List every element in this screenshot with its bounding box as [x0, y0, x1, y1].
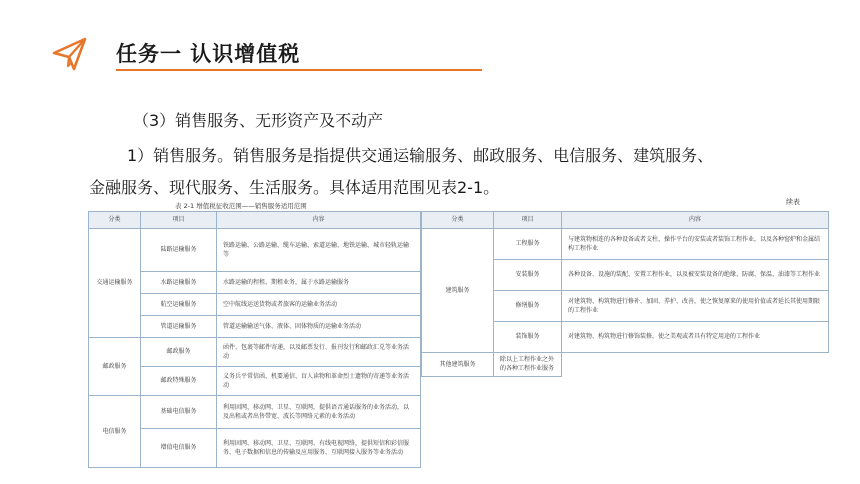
item-cell: 其他建筑服务 [422, 353, 494, 377]
category-cell: 邮政服务 [89, 338, 141, 396]
item-cell: 管道运输服务 [141, 316, 217, 338]
column-header-content: 内容 [562, 212, 829, 229]
item-cell: 安装服务 [494, 260, 562, 291]
item-cell: 陆路运输服务 [141, 229, 217, 272]
content-cell: 对建筑物、构筑物进行修补、加固、养护、改善，使之恢复原来的使用价值或者延长其使用期限的工程作业 [562, 291, 829, 322]
table-row [89, 229, 421, 272]
table-row [422, 229, 829, 260]
content-cell: 义务兵平常信函、机要通信、盲人读物和革命烈士遗物的寄递等业务活动 [217, 367, 421, 396]
item-cell: 邮政服务 [141, 338, 217, 367]
content-cell: 管道运输输送气体、液体、固体物质的运输业务活动 [217, 316, 421, 338]
slide-header [52, 34, 432, 74]
item-cell: 增值电信服务 [141, 429, 217, 468]
content-cell: 利用固网、移动网、卫星、互联网、有线电视网络，提供短信和彩信服务、电子数据和信息的传输及应用服务、互联网接入服务等业务活动 [217, 429, 421, 468]
page-title: 任务一 认识增值税 [116, 42, 301, 66]
section-heading: （3）销售服务、无形资产及不动产 [133, 111, 384, 130]
content-cell: 对建筑物、构筑物进行修饰装修，使之美观或者具有特定用途的工程作业 [562, 322, 829, 353]
paragraph-line-2: 金融服务、现代服务、生活服务。具体适用范围见表2-1。 [89, 178, 500, 197]
content-cell: 除以上工程作业之外的各种工程作业服务 [494, 353, 562, 377]
service-scope-table-continued [421, 211, 829, 377]
column-header-category: 分类 [89, 212, 141, 229]
column-header-item: 项目 [141, 212, 217, 229]
item-cell: 装饰服务 [494, 322, 562, 353]
item-cell: 航空运输服务 [141, 294, 217, 316]
content-cell: 空中航线运送货物或者旅客的运输业务活动 [217, 294, 421, 316]
category-cell: 交通运输服务 [89, 229, 141, 338]
content-cell: 水路运输的程租、期租业务，属于水路运输服务 [217, 272, 421, 294]
table-row [89, 338, 421, 367]
item-cell: 工程服务 [494, 229, 562, 260]
service-scope-table [88, 211, 421, 468]
table-caption: 表 2-1 增值税征收范围——销售服务适用范围 [175, 202, 307, 210]
table-row [422, 353, 829, 377]
item-cell: 基础电信服务 [141, 396, 217, 429]
table-continued-label: 续表 [786, 198, 800, 206]
column-header-item: 项目 [494, 212, 562, 229]
table-row [89, 396, 421, 429]
column-header-category: 分类 [422, 212, 494, 229]
item-cell: 水路运输服务 [141, 272, 217, 294]
content-cell: 函件、包裹等邮件寄递，以及邮票发行、报刊发行和邮政汇兑等业务活动 [217, 338, 421, 367]
item-cell: 邮政特殊服务 [141, 367, 217, 396]
item-cell: 修缮服务 [494, 291, 562, 322]
content-cell: 与建筑物相连的各种设备或者支柱、操作平台的安装或者装饰工程作业，以及各种窑炉和金属结构工程作业 [562, 229, 829, 260]
paragraph-line-1: 1）销售服务。销售服务是指提供交通运输服务、邮政服务、电信服务、建筑服务、 [127, 146, 714, 165]
content-cell: 铁路运输、公路运输、缆车运输、索道运输、地铁运输、城市轻轨运输等 [217, 229, 421, 272]
column-header-content: 内容 [217, 212, 421, 229]
paper-plane-icon [52, 36, 88, 72]
content-cell: 各种设备、设施的装配、安置工程作业，以及被安装设备的绝缘、防腐、保温、油漆等工程作业 [562, 260, 829, 291]
category-cell: 建筑服务 [422, 229, 494, 353]
title-underline [116, 69, 482, 71]
content-cell: 利用固网、移动网、卫星、互联网，提供语音通话服务的业务活动，以及出租或者出售带宽、波长等网络元素的业务活动 [217, 396, 421, 429]
category-cell: 电信服务 [89, 396, 141, 468]
